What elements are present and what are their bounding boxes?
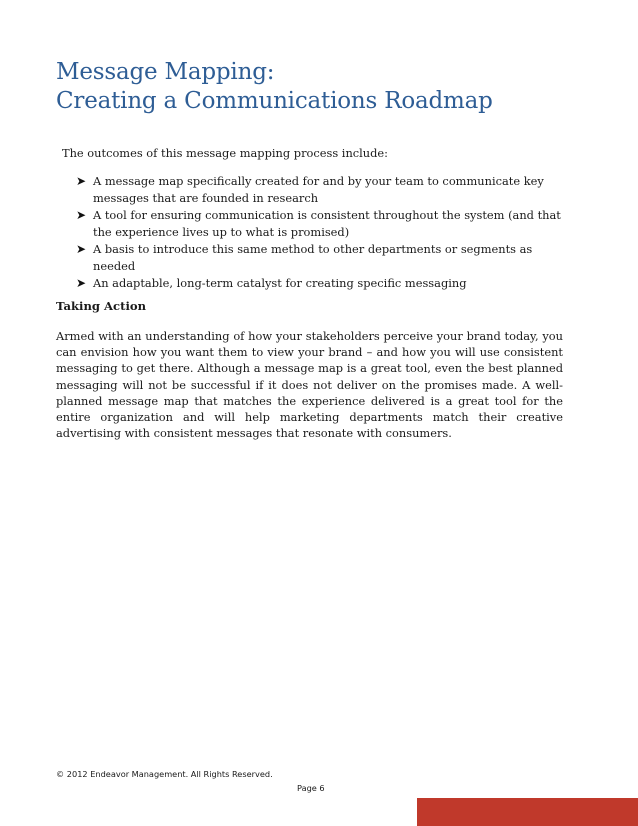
list-item	[76, 207, 566, 241]
outcomes-list	[76, 173, 566, 292]
footer-accent-bar	[417, 798, 638, 826]
list-item	[76, 241, 566, 275]
section-heading: Taking Action	[56, 299, 147, 313]
list-item-text: A tool for ensuring communication is consistent throughout the system (and that the experience lives up to what is promised)	[93, 208, 561, 239]
body-paragraph: Armed with an understanding of how your stakeholders perceive your brand today, you can envision how you want them to view your brand – and how you will use consistent messaging to get there. Although a message map is a great tool, even the best planned messaging will not be successful if it does not deliver on the promises made. A well-planned message map that matches the experience delivered is a great tool for the entire organization and will help marketing departments match their creative advertising with consistent messages that resonate with consumers.	[56, 329, 563, 441]
intro-text: The outcomes of this message mapping process include:	[62, 146, 389, 160]
page-number: Page 6	[297, 783, 325, 793]
list-item-text: A message map specifically created for and by your team to communicate key messages that are founded in research	[93, 174, 544, 205]
list-item	[76, 275, 566, 292]
page-title	[56, 58, 493, 116]
title-line-1: Message Mapping:	[56, 59, 275, 85]
arrowhead-right-icon: ➤	[76, 208, 87, 222]
list-item	[76, 173, 566, 207]
arrowhead-right-icon: ➤	[76, 276, 87, 290]
list-item-text: An adaptable, long-term catalyst for creating specific messaging	[93, 276, 467, 290]
arrowhead-right-icon: ➤	[76, 174, 87, 188]
title-line-2: Creating a Communications Roadmap	[56, 88, 493, 114]
footer-copyright: © 2012 Endeavor Management. All Rights Reserved.	[56, 769, 273, 779]
arrowhead-right-icon: ➤	[76, 242, 87, 256]
list-item-text: A basis to introduce this same method to other departments or segments as needed	[93, 242, 533, 273]
